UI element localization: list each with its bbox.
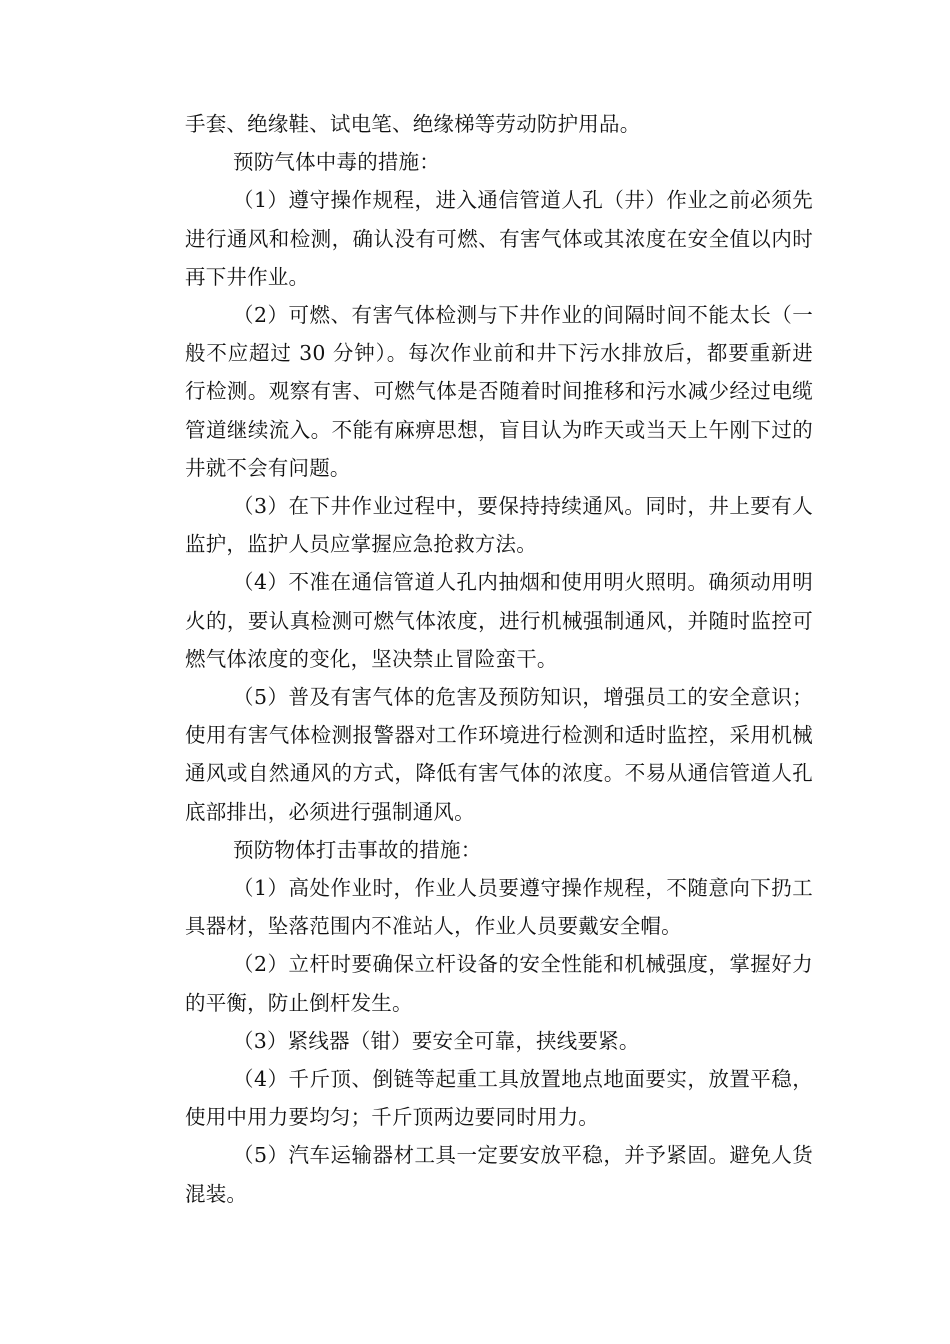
paragraph-strike-item-4: （4）千斤顶、倒链等起重工具放置地点地面要实，放置平稳，使用中用力要均匀；千斤顶两边要同时用力。 <box>185 1067 813 1130</box>
paragraph-strike-item-2: （2）立杆时要确保立杆设备的安全性能和机械强度，掌握好力的平衡，防止倒杆发生。 <box>185 952 813 1015</box>
heading-object-strike-prevention: 预防物体打击事故的措施： <box>233 837 482 862</box>
heading-gas-poisoning-prevention: 预防气体中毒的措施： <box>233 150 440 175</box>
paragraph-gas-item-2: （2）可燃、有害气体检测与下井作业的间隔时间不能太长（一般不应超过 30 分钟）。每次作业前和井下污水排放后，都要重新进行检测。观察有害、可燃气体是否随着时间推移和污水减少经过电缆管道继续流入。不能有麻痹思想，盲目认为昨天或当天上午刚下过的井就不会有问题。 <box>185 303 813 480</box>
paragraph-protective-equipment-tail: 手套、绝缘鞋、试电笔、绝缘梯等劳动防护用品。 <box>185 112 641 136</box>
paragraph-strike-item-5: （5）汽车运输器材工具一定要安放平稳，并予紧固。避免人货混装。 <box>185 1143 813 1206</box>
paragraph-gas-item-4: （4）不准在通信管道人孔内抽烟和使用明火照明。确须动用明火的，要认真检测可燃气体浓度，进行机械强制通风，并随时监控可燃气体浓度的变化，坚决禁止冒险蛮干。 <box>185 570 813 671</box>
paragraph-gas-item-1: （1）遵守操作规程，进入通信管道人孔（井）作业之前必须先进行通风和检测，确认没有可燃、有害气体或其浓度在安全值以内时再下井作业。 <box>185 188 813 289</box>
paragraph-strike-item-3: （3）紧线器（钳）要安全可靠，挟线要紧。 <box>233 1028 640 1053</box>
paragraph-strike-item-1: （1）高处作业时，作业人员要遵守操作规程，不随意向下扔工具器材，坠落范围内不准站人，作业人员要戴安全帽。 <box>185 876 813 939</box>
paragraph-gas-item-5: （5）普及有害气体的危害及预防知识，增强员工的安全意识；使用有害气体检测报警器对工作环境进行检测和适时监控，采用机械通风或自然通风的方式，降低有害气体的浓度。不易从通信管道人孔底部排出，必须进行强制通风。 <box>185 685 813 824</box>
paragraph-gas-item-3: （3）在下井作业过程中，要保持持续通风。同时，井上要有人监护，监护人员应掌握应急抢救方法。 <box>185 494 813 557</box>
document-body <box>185 105 813 1213</box>
